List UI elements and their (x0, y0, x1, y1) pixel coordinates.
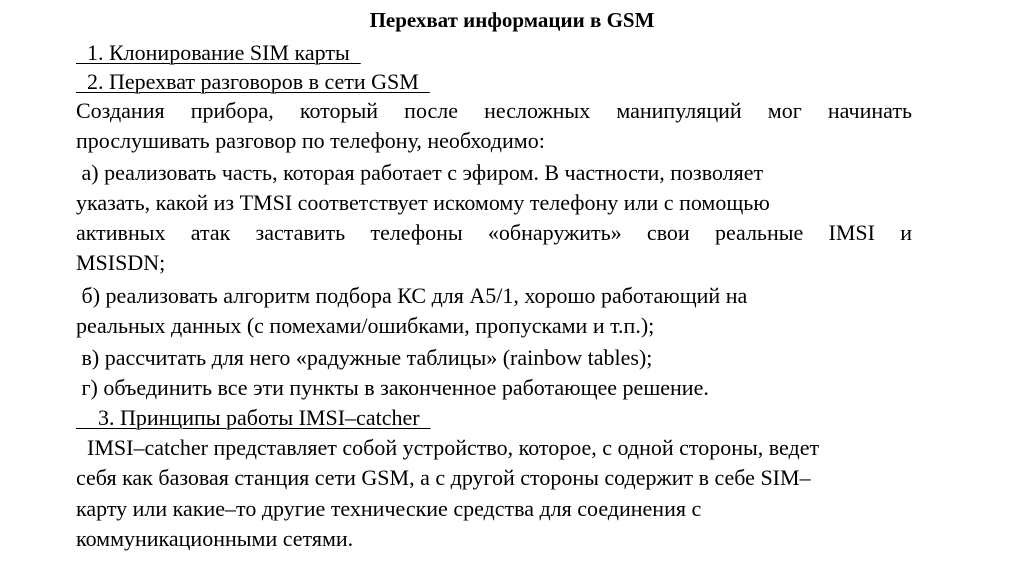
list-item-a-line: MSISDN; (76, 250, 166, 275)
section-heading-imsi-catcher: 3. Принципы работы IMSI–catcher (76, 405, 431, 430)
list-item-a-line: указать, какой из TMSI соответствует искомому телефону или с помощью (76, 190, 770, 215)
list-item-a-line: а) реализовать часть, которая работает с эфиром. В частности, позволяет (76, 160, 764, 185)
list-item-b-line: реальных данных (с помехами/ошибками, пропусками и т.п.); (76, 313, 655, 338)
section-heading-sim-cloning: 1. Клонирование SIM карты (76, 40, 361, 65)
paragraph-line: IMSI–catcher представляет собой устройство, которое, с одной стороны, ведет (76, 435, 820, 460)
list-item-c: в) рассчитать для него «радужные таблицы» (rainbow tables); (76, 345, 653, 370)
list-item-a-line: активных атак заставить телефоны «обнаружить» свои реальные IMSI и (76, 220, 912, 245)
section-heading-gsm-interception: 2. Перехват разговоров в сети GSM (76, 69, 430, 94)
paragraph-line: карту или какие–то другие технические средства для соединения с (76, 496, 702, 521)
paragraph-line: прослушивать разговор по телефону, необходимо: (76, 128, 545, 153)
paragraph-line: себя как базовая станция сети GSM, а с другой стороны содержит в себе SIM– (76, 465, 811, 490)
paragraph-line: коммуникационными сетями. (76, 526, 354, 551)
slide-title: Перехват информации в GSM (369, 8, 655, 32)
list-item-b-line: б) реализовать алгоритм подбора КС для A5/1, хорошо работающий на (76, 283, 748, 308)
paragraph-line: Создания прибора, который после несложных манипуляций мог начинать (76, 98, 912, 123)
list-item-d: г) объединить все эти пункты в законченное работающее решение. (76, 375, 709, 400)
